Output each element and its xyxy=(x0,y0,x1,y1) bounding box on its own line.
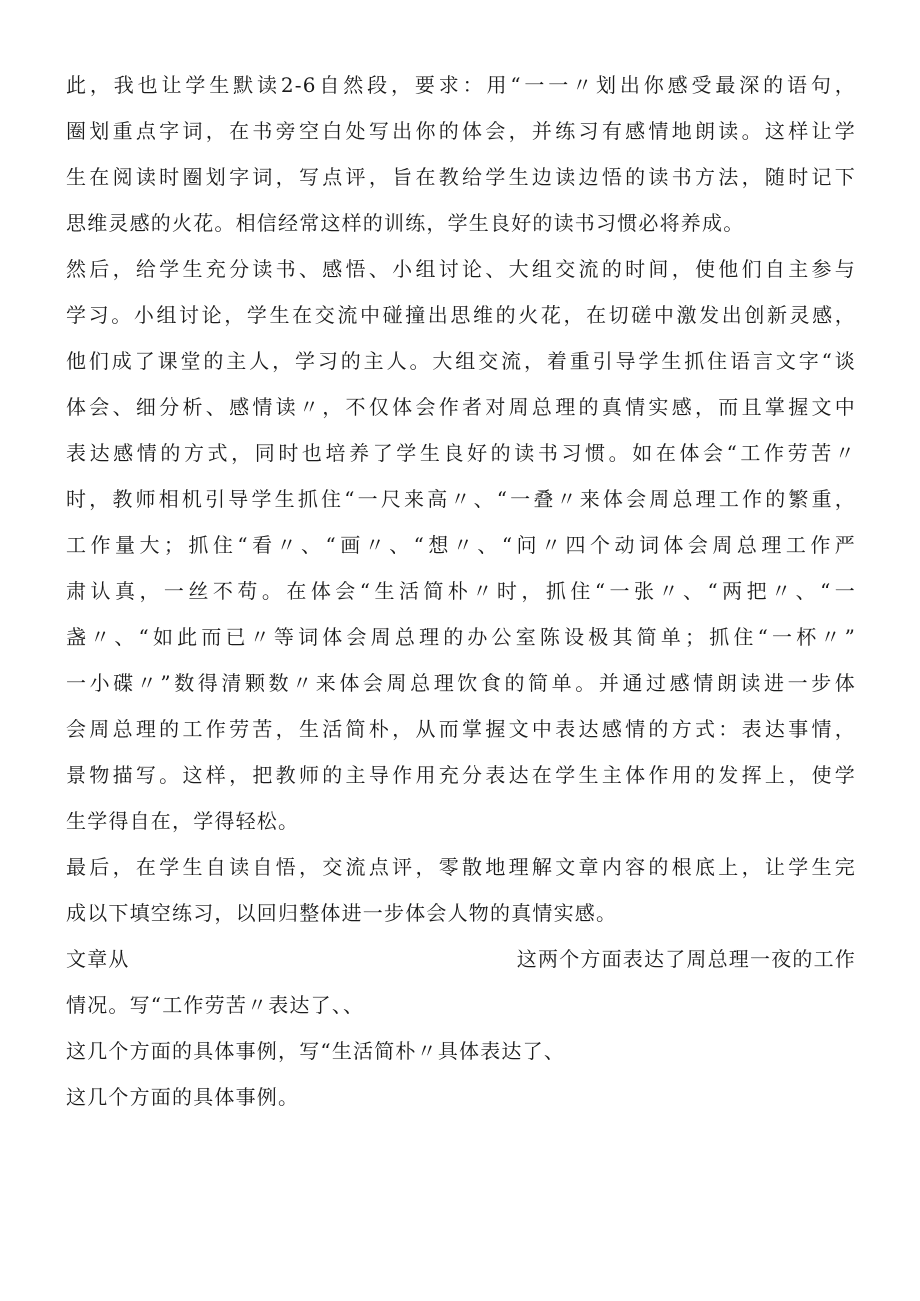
text-line: 这几个方面的具体事例。 xyxy=(66,1085,300,1109)
fill-in-blank-right: 这两个方面表达了周总理一夜的工作 xyxy=(516,947,856,971)
text-line: 成以下填空练习，以回归整体进一步体会人物的真情实感。 xyxy=(66,901,618,925)
text-line: 学习。小组讨论，学生在交流中碰撞出思维的火花，在切磋中激发出创新灵感， xyxy=(66,303,856,327)
text-line: 体会、细分析、感情读〃，不仅体会作者对周总理的真情实感，而且掌握文中 xyxy=(66,395,856,419)
fill-in-blank-left: 文章从 xyxy=(66,947,130,971)
text-line: 会周总理的工作劳苦，生活简朴，从而掌握文中表达感情的方式：表达事情， xyxy=(66,717,856,741)
text-line: 景物描写。这样，把教师的主导作用充分表达在学生主体作用的发挥上，使学 xyxy=(66,763,856,787)
text-line: 盏〃、“如此而已〃等词体会周总理的办公室陈设极其简单；抓住“一杯〃” xyxy=(66,625,856,649)
fill-in-blank-line xyxy=(66,936,856,982)
text-line: 生学得自在，学得轻松。 xyxy=(66,809,300,833)
text-line: 肃认真，一丝不苟。在体会“生活简朴〃时，抓住“一张〃、“两把〃、“一 xyxy=(66,579,856,603)
text-line: 他们成了课堂的主人，学习的主人。大组交流，着重引导学生抓住语言文字“谈 xyxy=(66,349,856,373)
text-line: 生在阅读时圈划字词，写点评，旨在教给学生边读边悟的读书方法，随时记下 xyxy=(66,165,856,189)
text-line: 思维灵感的火花。相信经常这样的训练，学生良好的读书习惯必将养成。 xyxy=(66,211,745,235)
text-line: 此，我也让学生默读2-6自然段，要求：用“一一〃划出你感受最深的语句， xyxy=(66,73,856,97)
text-line: 时，教师相机引导学生抓住“一尺来高〃、“一叠〃来体会周总理工作的繁重， xyxy=(66,487,856,511)
document-body xyxy=(66,62,856,1120)
text-line: 然后，给学生充分读书、感悟、小组讨论、大组交流的时间，使他们自主参与 xyxy=(66,257,856,281)
text-line: 最后，在学生自读自悟，交流点评，零散地理解文章内容的根底上，让学生完 xyxy=(66,855,856,879)
text-line: 情况。写“工作劳苦〃表达了、、 xyxy=(66,993,365,1017)
text-line: 表达感情的方式，同时也培养了学生良好的读书习惯。如在体会“工作劳苦〃 xyxy=(66,441,856,465)
text-line: 圈划重点字词，在书旁空白处写出你的体会，并练习有感情地朗读。这样让学 xyxy=(66,119,856,143)
text-line: 一小碟〃”数得清颗数〃来体会周总理饮食的简单。并通过感情朗读进一步体 xyxy=(66,671,856,695)
text-line: 这几个方面的具体事例，写“生活简朴〃具体表达了、 xyxy=(66,1039,566,1063)
text-line: 工作量大；抓住“看〃、“画〃、“想〃、“问〃四个动词体会周总理工作严 xyxy=(66,533,856,557)
